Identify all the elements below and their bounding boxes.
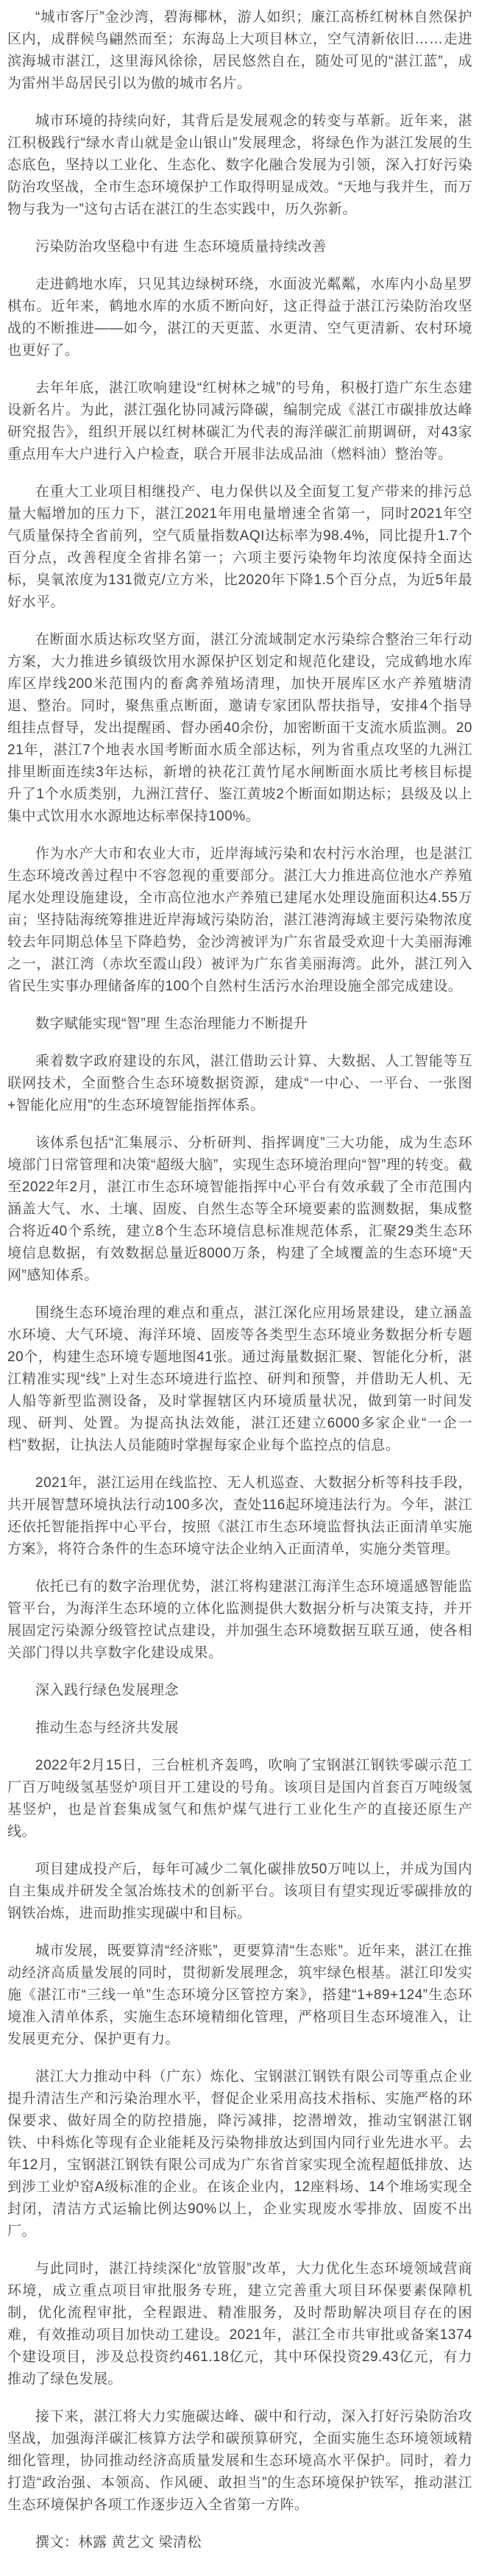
paragraph: 该体系包括“汇集展示、分析研判、指挥调度”三大功能，成为生态环境部门日常管理和决策“超级大脑”，实现生态环境治理向“智”理的转变。截至2022年2月，湛江市生态环境智能指挥中心平台有效承载了全市范围内涵盖大气、水、土壤、固废、自然生态等全环境要素的监测数据，集成整合将近40个系统，建立8个生态环境信息标准规范体系，汇聚29类生态环境信息数据，有效数据总量近8000万条，构建了全域覆盖的生态环境“天网”感知体系。 <box>7 1135 472 1283</box>
paragraph: 2021年，湛江运用在线监控、无人机巡查、大数据分析等科技手段，共开展智慧环境执法行动100多次，查处116起环境违法行为。今年，湛江还依托智能指挥中心平台，按照《湛江市生态环境监督执法正面清单实施方案》，将符合条件的生态环境守法企业纳入正面清单，实施分类管理。 <box>7 1475 472 1557</box>
paragraph: 在断面水质达标攻坚方面，湛江分流域制定水污染综合整治三年行动方案，大力推进乡镇级饮用水源保护区划定和规范化建设，完成鹤地水库库区岸线200米范围内的畜禽养殖场清理，加快开展库区水产养殖塘清退、整治。同时，聚焦重点断面，邀请专家团队帮扶指导，安排4个指导组挂点督导，发出提醒函、督办函40余份，加密断面干支流水质监测。2021年，湛江7个地表水国考断面水质全部达标，列为省重点攻坚的九洲江排里断面连续3年达标，新增的袂花江黄竹尾水闸断面水质比考核目标提升了1个水质类别，九洲江营仔、鉴江黄坡2个断面如期达标；县级及以上集中式饮用水水源地达标率保持100%。 <box>7 632 472 824</box>
paragraph: 与此同时，湛江持续深化“放管服”改革，大力优化生态环境领域营商环境，成立重点项目审批服务专班，建立完善重大项目环保要素保障机制，优化流程审批，全程跟进、精准服务，及时帮助解决项目存在的困难，有效推动项目加快动工建设。2021年，湛江全市共审批或备案1374个建设项目，涉及总投资约461.18亿元，其中环保投资29.43亿元，有力推动了绿色发展。 <box>7 2261 472 2387</box>
paragraph: 作为水产大市和农业大市，近岸海域污染和农村污水治理，也是湛江生态环境改善过程中不容忽视的重要部分。湛江大力推进高位池水产养殖尾水处理设施建设，全市高位池水产养殖已建尾水处理设施面积达4.55万亩；坚持陆海统筹推进近岸海域污染防治，湛江港湾海域主要污染物浓度较去年同期总体呈下降趋势，金沙湾被评为广东省最受欢迎十大美丽海滩之一，湛江湾（赤坎至霞山段）被评为广东省美丽海湾。此外，湛江列入省民生实事办理储备库的100个自然村生活污水治理设施全部完成建设。 <box>7 846 472 994</box>
section-heading: 推动生态与经济共发展 <box>35 1720 180 1736</box>
paragraph: 去年年底，湛江吹响建设“红树林之城”的号角，积极打造广东生态建设新名片。为此，湛江强化协同减污降碳，编制完成《湛江市碳排放达峰研究报告》，组织开展以红树林碳汇为代表的海洋碳汇前期调研，对43家重点用车大户进行入户检查，联合开展非法成品油（燃料油）整治等。 <box>7 380 472 462</box>
paragraph: 项目建成投产后，每年可减少二氧化碳排放50万吨以上，并成为国内自主集成并研发全氢冶炼技术的创新平台。该项目有望实现近零碳排放的钢铁冶炼，进而助推实现碳中和目标。 <box>7 1862 472 1921</box>
paragraph: 围绕生态环境治理的难点和重点，湛江深化应用场景建设，建立涵盖水环境、大气环境、海洋环境、固废等各类型生态环境业务数据分析专题20个，构建生态环境专题地图41张。通过海量数据汇聚、智能化分析，湛江精准实现“线”上对生态环境进行监控、研判和预警，并借助无人机、无人船等新型监测设备，及时掌握辖区内环境质量状况，做到第一时间发现、研判、处置。为提高执法效能，湛江还建立6000多家企业“一企一档”数据，让执法人员能随时掌握每家企业每个监控点的信息。 <box>7 1305 472 1453</box>
paragraph: 在重大工业项目相继投产、电力保供以及全面复工复产带来的排污总量大幅增加的压力下，湛江2021年用电量增速全省第一，同时2021年空气质量保持全省前列，空气质量指数AQI达标率为98.4%，同比提升1.7个百分点，改善程度全省排名第一；六项主要污染物年均浓度保持全面达标，臭氧浓度为131微克/立方米，比2020年下降1.5个百分点，为近5年最好水平。 <box>7 484 472 610</box>
paragraph: 城市发展，既要算清“经济账”，更要算清“生态账”。近年来，湛江在推动经济高质量发展的同时，贯彻新发展理念，筑牢绿色根基。湛江印发实施《湛江市“三线一单”生态环境分区管控方案》，搭建“1+89+124”生态环境准入清单体系，实施生态环境精细化管理，严格项目生态环境准入，让发展更充分、保护更有力。 <box>7 1943 472 2047</box>
paragraph: 走进鹤地水库，只见其边绿树环绕，水面波光粼粼，水库内小岛星罗棋布。近年来，鹤地水库的水质不断向好，这正得益于湛江污染防治攻坚战的不断推进——如今，湛江的天更蓝、水更清、空气更清新、农村环境也更好了。 <box>7 277 472 358</box>
byline: 撰文：林露 黄艺文 梁清松 <box>35 2535 202 2550</box>
paragraph: 接下来，湛江将大力实施碳达峰、碳中和行动，深入打好污染防治攻坚战，加强海洋碳汇核算方法学和碳预算研究，全面实施生态环境领域精细化管理，协同推动经济高质量发展和生态环境高水平保护。同时，着力打造“政治强、本领高、作风硬、敢担当”的生态环境保护铁军，推动湛江生态环境保护各项工作逐步迈入全省第一方阵。 <box>7 2409 472 2513</box>
paragraph: 2022年2月15日，三台桩机齐轰鸣，吹响了宝钢湛江钢铁零碳示范工厂百万吨级氢基竖炉项目开工建设的号角。该项目是国内首套百万吨级氢基竖炉，也是首套集成氢气和焦炉煤气进行工业化生产的直接还原生产线。 <box>7 1758 472 1839</box>
section-heading: 深入践行绿色发展理念 <box>35 1683 180 1698</box>
paragraph: 湛江大力推动中科（广东）炼化、宝钢湛江钢铁有限公司等重点企业提升清洁生产和污染治理水平，督促企业采用高技术指标、实施严格的环保要求、做好周全的防控措施，降污减排，挖潜增效，推动宝钢湛江钢铁、中科炼化等现有企业能耗及污染物排放达到国内同行业先进水平。去年12月，宝钢湛江钢铁有限公司成为广东省首家实现全流程超低排放、达到涉工业炉窑A级标准的企业。在该企业内，12座料场、14个堆场实现全封闭，清洁方式运输比例达90%以上，企业实现废水零排放、固废不出厂。 <box>7 2069 472 2239</box>
section-heading: 污染防治攻坚稳中有进 生态环境质量持续改善 <box>35 239 327 255</box>
paragraph: 乘着数字政府建设的东风，湛江借助云计算、大数据、人工智能等互联网技术，全面整合生态环境数据资源，建成“一中心、一平台、一张图+智能化应用”的生态环境智能指挥体系。 <box>7 1054 472 1113</box>
paragraph: 依托已有的数字治理优势，湛江将构建湛江海洋生态环境遥感智能监管平台，为海洋生态环境的立体化监测提供大数据分析与决策支持，并开展固定污染源分级管控试点建设，并加强生态环境数据互联互通，使各相关部门得以共享数字化建设成果。 <box>7 1579 472 1661</box>
paragraph: 城市环境的持续向好，其背后是发展观念的转变与革新。近年来，湛江积极践行“绿水青山就是金山银山”发展理念，将绿色作为湛江发展的生态底色，坚持以工业化、生态化、数字化融合发展为引领，深入打好污染防治攻坚战，全市生态环境保护工作取得明显成效。“天地与我并生，而万物与我为一”这句古话在湛江的生态实践中，历久弥新。 <box>7 113 472 217</box>
section-heading: 数字赋能实现“智”理 生态治理能力不断提升 <box>35 1016 308 1032</box>
paragraph: “城市客厅”金沙湾，碧海椰林，游人如织；廉江高桥红树林自然保护区内，成群候鸟翩然而至；东海岛上大项目林立，空气清新依旧……走进滨海城市湛江，这里海风徐徐，居民悠然自在，随处可见的“湛江蓝”，成为雷州半岛居民引以为傲的城市名片。 <box>7 10 472 91</box>
